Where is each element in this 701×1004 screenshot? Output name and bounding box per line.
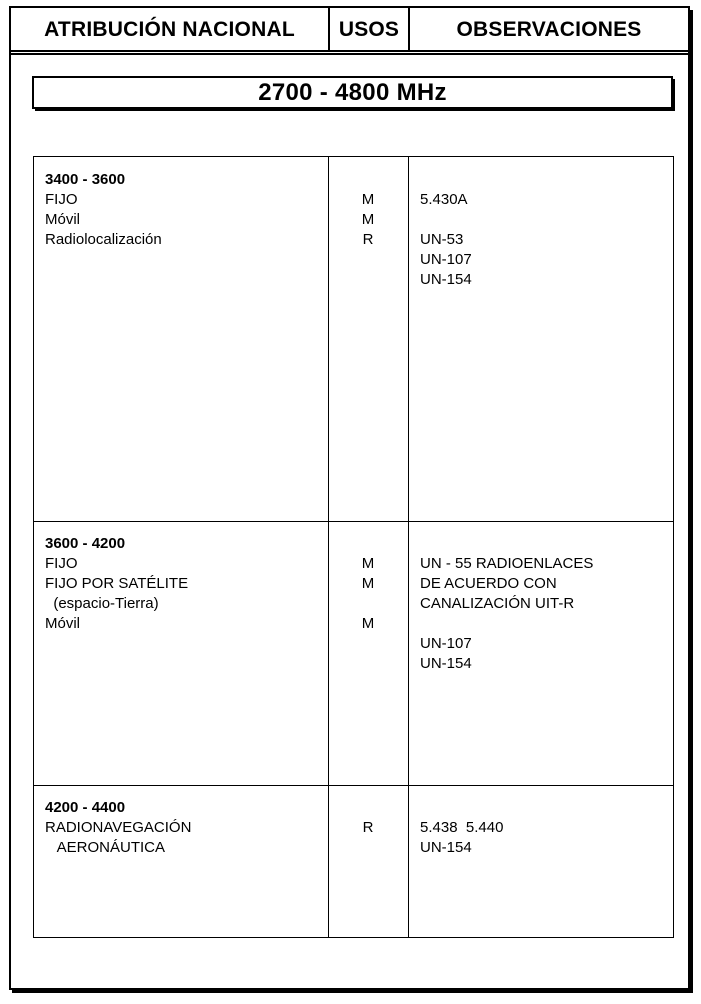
usos-code: R: [362, 231, 374, 248]
band-shadow-right: [673, 79, 675, 111]
observation-text: UN-107: [420, 635, 472, 652]
header-usos: USOS: [338, 18, 400, 41]
observation-text: DE ACUERDO CON: [420, 575, 557, 592]
table-row-range: 3400 - 3600: [45, 171, 126, 188]
service-label: RADIONAVEGACIÓN: [45, 819, 192, 836]
service-label: (espacio-Tierra): [45, 595, 159, 612]
service-label: Móvil: [45, 211, 81, 228]
table-row-range: 3600 - 4200: [45, 535, 126, 552]
frame-shadow-right: [690, 10, 693, 993]
usos-code: R: [362, 819, 374, 836]
observation-text: CANALIZACIÓN UIT-R: [420, 595, 575, 612]
service-label: FIJO POR SATÉLITE: [45, 575, 189, 592]
table-header: [11, 8, 688, 52]
observation-text: UN-154: [420, 839, 472, 856]
header-attribution: ATRIBUCIÓN NACIONAL: [44, 18, 295, 41]
observation-text: 5.438 5.440: [420, 819, 504, 836]
usos-code: M: [361, 615, 375, 632]
observation-text: UN-154: [420, 655, 472, 672]
observation-text: UN-154: [420, 271, 472, 288]
column-divider: [408, 156, 409, 938]
row-divider: [33, 785, 674, 786]
usos-code: M: [361, 211, 375, 228]
usos-code: M: [361, 555, 375, 572]
usos-code: M: [361, 575, 375, 592]
frequency-band-title: 2700 - 4800 MHz: [32, 76, 673, 109]
header-underline: [11, 53, 688, 55]
band-shadow-bottom: [35, 109, 675, 111]
service-label: FIJO: [45, 191, 78, 208]
observation-text: UN-107: [420, 251, 472, 268]
usos-code: M: [361, 191, 375, 208]
observation-text: UN-53: [420, 231, 464, 248]
service-label: AERONÁUTICA: [45, 839, 166, 856]
service-label: FIJO: [45, 555, 78, 572]
row-divider: [33, 521, 674, 522]
observation-text: UN - 55 RADIOENLACES: [420, 555, 594, 572]
header-observaciones: OBSERVACIONES: [456, 18, 642, 41]
frame-shadow-bottom: [12, 990, 693, 993]
table-row-range: 4200 - 4400: [45, 799, 126, 816]
service-label: Radiolocalización: [45, 231, 162, 248]
observation-text: 5.430A: [420, 191, 468, 208]
service-label: Móvil: [45, 615, 81, 632]
